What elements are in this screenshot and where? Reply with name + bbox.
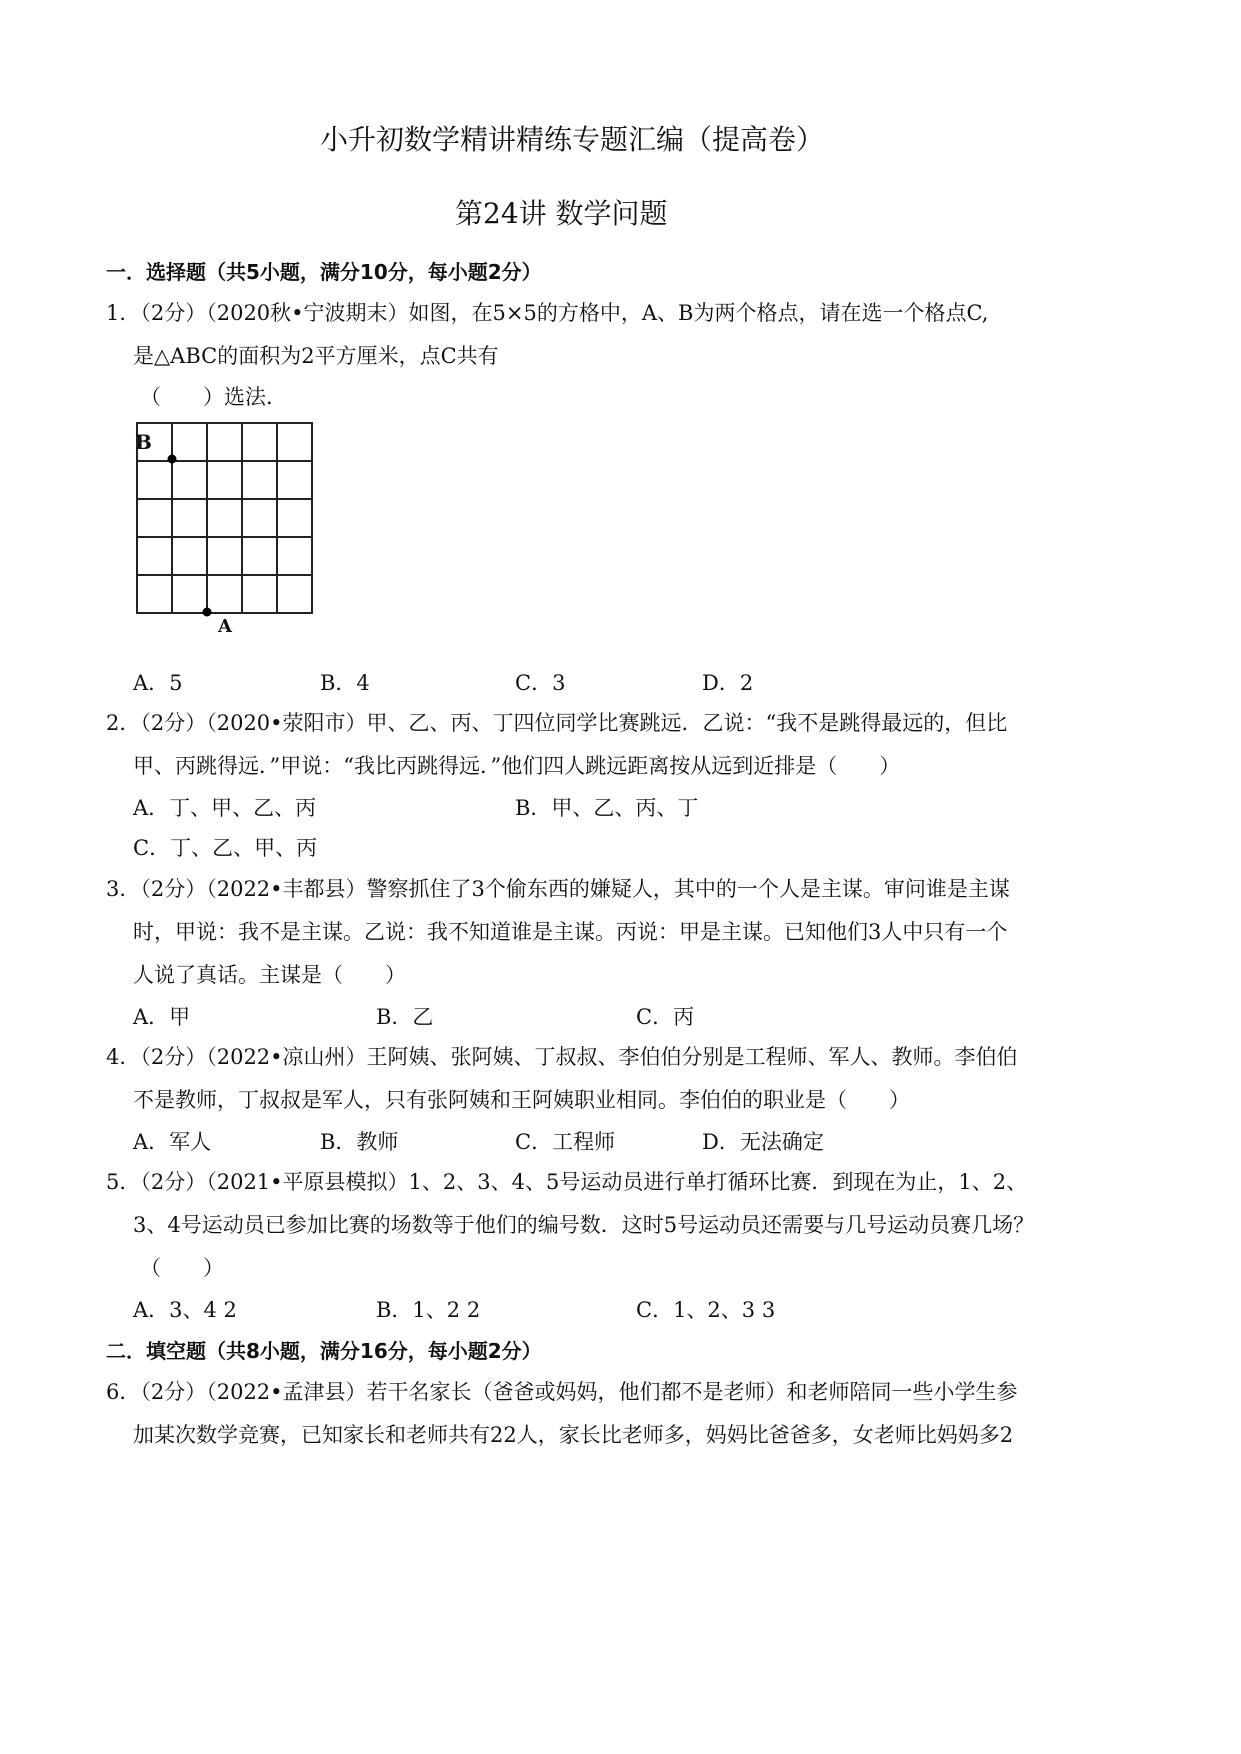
q4-option-a: A．军人 <box>133 1130 212 1154</box>
question-1-line-1: 1．（2分）（2020秋•宁波期末）如图，在5×5的方格中，A、B为两个格点，请在选一个格点C, <box>106 301 989 325</box>
point-a <box>203 608 212 617</box>
q2-option-b: B．甲、乙、丙、丁 <box>515 796 699 820</box>
q1-option-d: D．2 <box>702 671 754 695</box>
grid-lines <box>137 423 312 613</box>
q3-option-b: B．乙 <box>376 1005 434 1029</box>
q1-option-c: C．3 <box>515 671 566 695</box>
question-1-line-2: 是△ABC的面积为2平方厘米，点C共有 <box>133 344 499 368</box>
q5-option-a: A．3、4 2 <box>133 1298 237 1322</box>
q4-option-b: B．教师 <box>320 1130 399 1154</box>
question-3-line-2: 时，甲说：我不是主谋。乙说：我不知道谁是主谋。丙说：甲是主谋。已知他们3人中只有一个 <box>133 920 1008 944</box>
question-2-line-1: 2．（2分）（2020•荥阳市）甲、乙、丙、丁四位同学比赛跳远．乙说：“我不是跳得最远的，但比 <box>106 711 1008 735</box>
section-header-choice: 一．选择题（共5小题，满分10分，每小题2分） <box>106 260 542 284</box>
question-6-line-2: 加某次数学竞赛，已知家长和老师共有22人，家长比老师多，妈妈比爸爸多，女老师比妈妈多2 <box>133 1423 1014 1447</box>
question-1-line-3: （ ）选法． <box>140 385 287 409</box>
page-title: 小升初数学精讲精练专题汇编（提高卷） <box>320 123 825 156</box>
label-a: A <box>218 616 232 637</box>
question-4-line-1: 4．（2分）（2022•凉山州）王阿姨、张阿姨、丁叔叔、李伯伯分别是工程师、军人、教师。李伯伯 <box>106 1045 1018 1069</box>
section-header-fill-blank: 二．填空题（共8小题，满分16分，每小题2分） <box>106 1339 542 1363</box>
q1-option-a: A．5 <box>133 671 183 695</box>
question-3-line-1: 3．（2分）（2022•丰都县）警察抓住了3个偷东西的嫌疑人，其中的一个人是主谋。审问谁是主谋 <box>106 877 1010 901</box>
q5-option-b: B．1、2 2 <box>376 1298 481 1322</box>
question-5-line-3: （ ） <box>140 1256 224 1280</box>
label-b: B <box>135 430 152 454</box>
q2-option-a: A．丁、甲、乙、丙 <box>133 796 317 820</box>
q4-option-d: D．无法确定 <box>702 1130 824 1154</box>
q1-option-b: B．4 <box>320 671 370 695</box>
grid-figure <box>125 415 325 640</box>
question-3-line-3: 人说了真话。主谋是（ ） <box>133 963 406 987</box>
point-b <box>168 455 177 464</box>
q2-option-c: C．丁、乙、甲、丙 <box>133 836 318 860</box>
question-4-line-2: 不是教师，丁叔叔是军人，只有张阿姨和王阿姨职业相同。李伯伯的职业是（ ） <box>133 1088 910 1112</box>
q3-option-a: A．甲 <box>133 1005 191 1029</box>
question-6-line-1: 6．（2分）（2022•孟津县）若干名家长（爸爸或妈妈，他们都不是老师）和老师陪同一些小学生参 <box>106 1380 1018 1404</box>
question-5-line-2: 3、4号运动员已参加比赛的场数等于他们的编号数．这时5号运动员还需要与几号运动员赛几场？ <box>133 1213 1035 1237</box>
question-5-line-1: 5．（2分）（2021•平原县模拟）1、2、3、4、5号运动员进行单打循环比赛．到现在为止，1、2、 <box>106 1170 1028 1194</box>
q5-option-c: C．1、2、3 3 <box>636 1298 776 1322</box>
page-subtitle: 第24讲 数学问题 <box>455 197 668 230</box>
question-2-line-2: 甲、丙跳得远．”甲说：“我比丙跳得远．”他们四人跳远距离按从远到近排是（ ） <box>133 754 901 778</box>
q4-option-c: C．工程师 <box>515 1130 616 1154</box>
q3-option-c: C．丙 <box>636 1005 695 1029</box>
